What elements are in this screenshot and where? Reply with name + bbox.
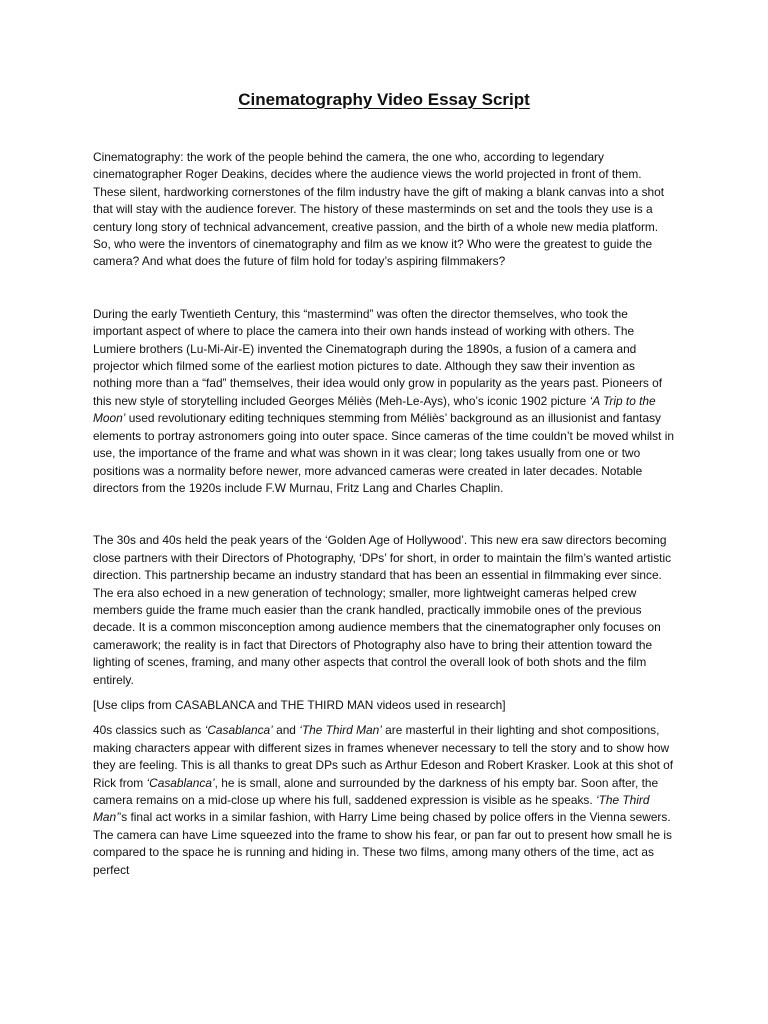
paragraph-golden-age: The 30s and 40s held the peak years of the ‘Golden Age of Hollywood’. This new era saw directors becoming close partners with their Directors of Photography, ‘DPs’ for short, in order to maintain the film’s wanted artistic direction. This partnership became an industry standard that has been an essential in filmmaking ever since. The era also echoed in a new generation of technology; smaller, more lightweight cameras helped crew members guide the frame much easier than the crank handled, practically immobile ones of the previous decade. It is a common misconception among audience members that the cinematographer only focuses on camerawork; the reality is in fact that Directors of Photography also have to bring their attention toward the lighting of scenes, framing, and many other aspects that control the overall look of both shots and the film entirely. — [93, 533, 672, 687]
paragraph-text: During the early Twentieth Century, this “mastermind” was often the director themselves, who took the important aspect of where to place the camera into their own hands instead of working with others. The Lumiere brothers (Lu-Mi-Air-E) invented the Cinematograph during the 1890s, a fusion of a camera and projector which filmed some of the earliest motion pictures to date. Although they saw their invention as nothing more than a “fad” themselves, their idea would only grow in popularity as the years past. Pioneers of this new style of storytelling included Georges Méliès (Meh-Le-Ays), who’s iconic 1902 picture — [93, 306, 663, 408]
film-title-italic: ‘The Third Man’ — [299, 723, 382, 738]
paragraph-40s-classics — [93, 722, 677, 879]
paragraph-text: , he is small, alone and surrounded by the darkness of his empty bar. Soon after, the camera remains on a mid-close up where his full, saddened expression is visible as he speaks. — [93, 775, 659, 807]
paragraph-text: ’s final act works in a similar fashion, with Harry Lime being chased by police offers in the Vienna sewers. The camera can have Lime squeezed into the frame to show his fear, or pan far out to present how small he is compared to the space he is running and hiding in. These two films, among many others of the time, act as perfect — [93, 810, 672, 877]
film-title-italic: ‘A Trip to the Moon’ — [93, 393, 656, 426]
paragraph-text: are masterful in their lighting and shot compositions, making characters appear with different sizes in frames whenever necessary to tell the story and to show how they are feeling. This is all thanks to great DPs such as Arthur Edeson and Robert Krasker. Look at this shot of Rick from — [93, 723, 674, 790]
film-title-italic: ‘Casablanca’ — [146, 775, 215, 790]
document-title: Cinematography Video Essay Script — [238, 90, 530, 109]
paragraph-intro: Cinematography: the work of the people behind the camera, the one who, according to legendary cinematographer Roger Deakins, decides where the audience views the world projected in front of them. These silent, hardworking cornerstones of the film industry have the gift of making a blank canvas into a shot that will stay with the audience forever. The history of these masterminds on set and the tools they use is a century long story of technical advancement, creative passion, and the birth of a whole new media platform. So, who were the inventors of cinematography and film as we know it? Who were the greatest to guide the camera? And what does the future of film hold for today’s aspiring filmmakers? — [93, 150, 665, 269]
paragraph-early-twentieth-century — [93, 306, 677, 497]
document-body — [93, 149, 677, 879]
film-title-italic: ‘Casablanca’ — [204, 723, 273, 738]
paragraph-text: and — [272, 723, 300, 738]
paragraph-text: used revolutionary editing techniques stemming from Méliès’ background as an illusionist and fantasy elements to portray astronomers going into outer space. Since cameras of the time couldn’t be moved whilst in use, the importance of the frame and what was shown in it was clear; long takes usually from one or two positions was a normality before newer, more advanced cameras were created in later decades. Notable directors from the 1920s include F.W Murnau, Fritz Lang and Charles Chaplin. — [93, 411, 674, 495]
paragraph-text: 40s classics such as — [93, 723, 205, 738]
film-title-italic: ‘The Third Man’ — [93, 793, 650, 825]
paragraph-clip-note: [Use clips from CASABLANCA and THE THIRD MAN videos used in research] — [93, 697, 506, 712]
